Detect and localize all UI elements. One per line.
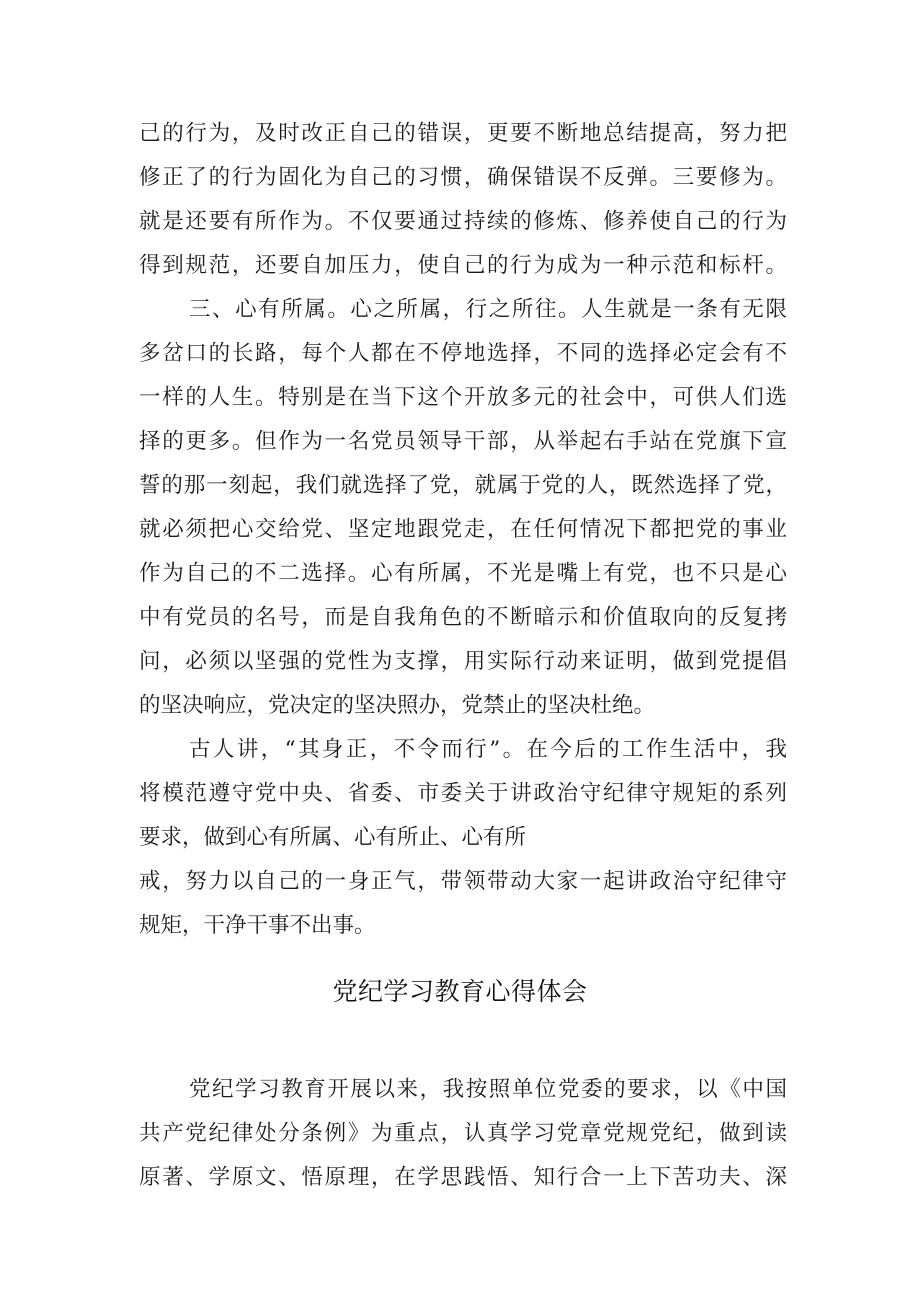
body-text-line: 己的行为，及时改正自己的错误，更要不断地总结提高，努力把	[139, 121, 787, 146]
body-text-line: 就是还要有所作为。不仅要通过持续的修炼、修养使自己的行为	[139, 209, 787, 234]
body-text-line: 戒，努力以自己的一身正气，带领带动大家一起讲政治守纪律守	[139, 869, 787, 894]
body-text-line: 就必须把心交给党、坚定地跟党走，在任何情况下都把党的事业	[139, 517, 787, 542]
body-text-line: 多岔口的长路，每个人都在不停地选择，不同的选择必定会有不	[139, 341, 787, 366]
body-text-line: 的坚决响应，党决定的坚决照办，党禁止的坚决杜绝。	[139, 693, 656, 718]
body-text-line: 择的更多。但作为一名党员领导干部，从举起右手站在党旗下宣	[139, 429, 787, 454]
body-text-line: 一样的人生。特别是在当下这个开放多元的社会中，可供人们选	[139, 385, 787, 410]
body-text-line: 古人讲，“其身正，不令而行”。在今后的工作生活中，我	[189, 737, 787, 762]
body-text-line: 作为自己的不二选择。心有所属，不光是嘴上有党，也不只是心	[139, 561, 787, 586]
body-text-line: 三、心有所属。心之所属，行之所往。人生就是一条有无限	[189, 297, 787, 322]
section-heading: 党纪学习教育心得体会	[332, 977, 588, 1006]
body-text-line: 党纪学习教育开展以来，我按照单位党委的要求，以《中国	[189, 1077, 787, 1102]
body-text-line: 规矩，干净干事不出事。	[139, 913, 376, 938]
body-text-line: 原著、学原文、悟原理，在学思践悟、知行合一上下苦功夫、深	[139, 1165, 787, 1190]
body-text-line: 中有党员的名号，而是自我角色的不断暗示和价值取向的反复拷	[139, 605, 787, 630]
body-text-line: 修正了的行为固化为自己的习惯，确保错误不反弹。三要修为。	[139, 165, 787, 190]
body-text-line: 问，必须以坚强的党性为支撑，用实际行动来证明，做到党提倡	[139, 649, 787, 674]
body-text-line: 誓的那一刻起，我们就选择了党，就属于党的人，既然选择了党，	[139, 473, 787, 498]
body-text-line: 共产党纪律处分条例》为重点，认真学习党章党规党纪，做到读	[139, 1121, 787, 1146]
body-text-line: 得到规范，还要自加压力，使自己的行为成为一种示范和标杆。	[139, 253, 787, 278]
body-text-line: 将模范遵守党中央、省委、市委关于讲政治守纪律守规矩的系列	[139, 781, 787, 806]
body-text-line: 要求，做到心有所属、心有所止、心有所	[139, 825, 527, 850]
